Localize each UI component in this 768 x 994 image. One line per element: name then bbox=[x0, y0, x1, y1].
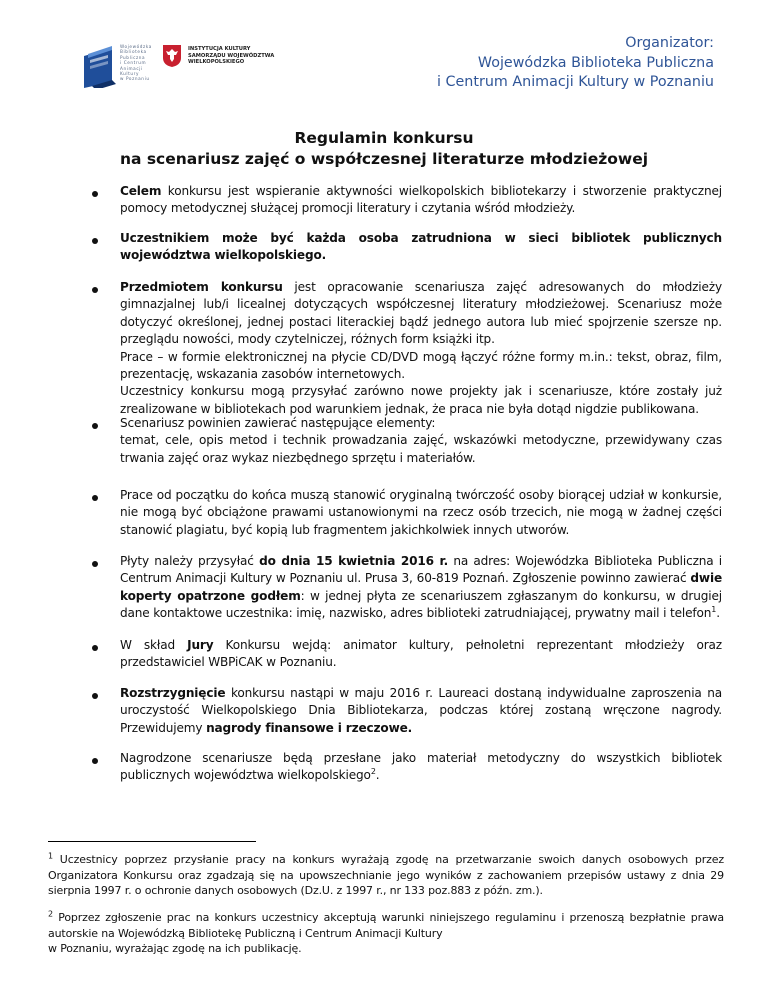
bullet-icon bbox=[92, 693, 98, 699]
title-line1: Regulamin konkursu bbox=[294, 129, 474, 147]
organizer-label: Organizator: bbox=[625, 35, 714, 51]
footnote-1: $^1$ Uczestnicy poprzez przysłanie pracy na konkurs wyrażają zgodę na przetwarzanie swoich danych osobowych przez Organizatora Konkursu oraz zgadzają się na upowszechnianie jego wyników z zachowaniem przepisów ustawy z dnia 29 sierpnia 1997 r. o ochronie danych osobowych (Dz.U. z 1997 r., nr 133 poz.883 z późn. zm.). bbox=[48, 851, 724, 897]
footnote-ref-1: 1 bbox=[711, 605, 717, 615]
bullet-icon bbox=[92, 287, 98, 293]
bullet-icon bbox=[92, 758, 98, 764]
title-line2: na scenariusz zajęć o współczesnej literaturze młodzieżowej bbox=[119, 150, 649, 168]
bullet-icon bbox=[92, 423, 98, 429]
list-item-awards: Nagrodzone scenariusze będą przesłane jako materiał metodyczny do wszystkich bibliotek publicznych województwa wielkopolskiego$^2$. bbox=[120, 751, 722, 783]
bullet-icon bbox=[92, 238, 98, 244]
footnote-ref-2: 2 bbox=[370, 767, 376, 777]
library-logo-text: Wojewódzka Biblioteka Publiczna i Centrum Animacji Kultury w Poznaniu bbox=[120, 44, 152, 82]
list-item-results: Rozstrzygnięcie konkursu nastąpi w maju 2016 r. Laureaci dostaną indywidualne zaproszenia na uroczystość Wielkopolskiego Dnia Bibliotekarza, podczas której zostaną wręczone nagrody. Przewidujemy nagrody finansowe i rzeczowe. bbox=[120, 686, 722, 735]
list-item-goal: Celem konkursu jest wspieranie aktywności wielkopolskich bibliotekarzy i stworzenie praktycznej pomocy metodycznej służącej promocji literatury i czytania wśród młodzieży. bbox=[120, 184, 722, 216]
list-item-elements: Scenariusz powinien zawierać następujące elementy: temat, cele, opis metod i technik prowadzania zajęć, wskazówki metodyczne, przewidywany czas trwania zajęć oraz wykaz niezbędnego sprzętu i materiałów. bbox=[120, 416, 722, 465]
list-item-originality: Prace od początku do końca muszą stanowić oryginalną twórczość osoby biorącej udział w konkursie, nie mogą być obciążone prawami ustanowionymi na rzecz osób trzecich, nie mogą w żadnej części stanowić plagiatu, być kopią lub fragmentem jakichkolwiek innych utworów. bbox=[120, 488, 722, 537]
organizer-name-line1: Wojewódzka Biblioteka Publiczna bbox=[477, 54, 714, 71]
footnote-separator bbox=[48, 841, 256, 842]
bullet-icon bbox=[92, 645, 98, 651]
list-item-participant: Uczestnikiem może być każda osoba zatrudniona w sieci bibliotek publicznych województwa wielkopolskiego. bbox=[120, 231, 722, 263]
bullet-icon bbox=[92, 191, 98, 197]
list-item-subject: Przedmiotem konkursu jest opracowanie scenariusza zajęć adresowanych do młodzieży gimnazjalnej lub/i licealnej dotyczących współczesnej literatury młodzieżowej. Scenariusz może dotyczyć określonej, jednej postaci literackiej bądź jednego autora lub mieć spojrzenie szersze np. przeglądu nowości, mody czytelniczej, różnych form książki itp. Prace – w formie elektronicznej na płycie CD/DVD mogą łączyć różne formy m.in.: tekst, obraz, film, prezentację, wskazania zasobów internetowych. Uczestnicy konkursu mogą przysyłać zarówno nowe projekty jak i scenariusze, które zostały już zrealizowane w bibliotekach pod warunkiem jednak, że praca nie była dotąd nigdzie publikowana. bbox=[120, 280, 722, 416]
list-item-submission: Płyty należy przysyłać do dnia 15 kwietnia 2016 r. na adres: Wojewódzka Biblioteka Publiczna i Centrum Animacji Kultury w Poznaniu ul. Prusa 3, 60-819 Poznań. Zgłoszenie powinno zawierać dwie koperty opatrzone godłem: w jednej płyta ze scenariuszem zgłaszanym do konkursu, w drugiej dane kontaktowe uczestnika: imię, nazwisko, adres biblioteki zatrudniającej, prywatny mail i telefon$^1$. bbox=[120, 554, 723, 621]
organizer-name-line2: i Centrum Animacji Kultury w Poznaniu bbox=[437, 74, 714, 90]
list-item-jury: W skład Jury Konkursu wejdą: animator kultury, pełnoletni reprezentant młodzieży oraz przedstawiciel WBPiCAK w Poznaniu. bbox=[120, 638, 722, 670]
bullet-icon bbox=[92, 561, 98, 567]
bullet-icon bbox=[92, 495, 98, 501]
footnote-2: $^2$ Poprzez zgłoszenie prac na konkurs uczestnicy akceptują warunki niniejszego regulaminu i przenoszą bezpłatnie prawa autorskie na Wojewódzką Bibliotekę Publiczną i Centrum Animacji Kultury w Poznaniu, wyrażając zgodę na ich publikację. bbox=[48, 909, 724, 955]
institution-label: INSTYTUCJA KULTURY SAMORZĄDU WOJEWÓDZTWA WIELKOPOLSKIEGO bbox=[188, 46, 275, 66]
